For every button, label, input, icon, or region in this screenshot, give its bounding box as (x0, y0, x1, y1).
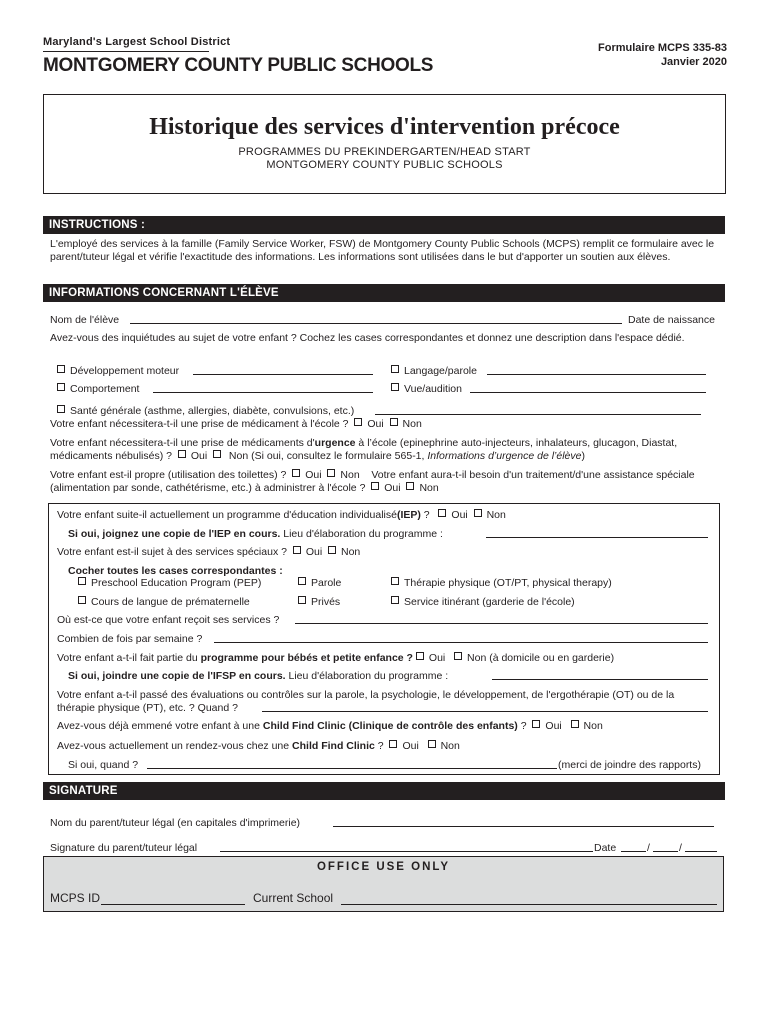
vision-field[interactable] (470, 392, 706, 393)
toilet-non-checkbox[interactable] (327, 469, 335, 477)
toilet-diet-question (50, 469, 720, 494)
behavior-label: Comportement (70, 383, 140, 395)
appt-oui-checkbox[interactable] (389, 740, 397, 748)
motor-field[interactable] (193, 374, 373, 375)
current-school-field[interactable] (341, 904, 717, 905)
appt-non-checkbox[interactable] (428, 740, 436, 748)
student-info-header: INFORMATIONS CONCERNANT L'ÉLÈVE (43, 284, 725, 302)
appt-oui-label: Oui (402, 740, 419, 752)
emergency-form-title: Informations d’urgence de l’élève (427, 449, 582, 462)
child-find-qmark: ? (517, 720, 527, 732)
service-private (298, 596, 340, 609)
diet-non-label: Non (419, 481, 439, 494)
therapy-checkbox[interactable] (391, 577, 399, 585)
form-number (598, 41, 727, 69)
infant-non-label: Non (à domicile ou en garderie) (467, 652, 615, 664)
behavior-checkbox[interactable] (57, 383, 65, 391)
iep-oui-label: Oui (451, 509, 468, 521)
concern-behavior (57, 383, 139, 396)
pep-checkbox[interactable] (78, 577, 86, 585)
diet-non-checkbox[interactable] (406, 482, 414, 490)
instructions-header: INSTRUCTIONS : (43, 216, 725, 234)
when-label: Si oui, quand ? (68, 759, 139, 771)
tagline-rule (43, 51, 209, 52)
guardian-signature-label: Signature du parent/tuteur légal (50, 842, 198, 854)
evaluation-question: Votre enfant a-t-il passé des évaluations ou contrôles sur la parole, la psychologie, le développement, de l'ergothérapie (OT) ou de la thérapie physique (PT), etc. ? Quand ? (57, 689, 675, 714)
mcps-id-field[interactable] (101, 904, 245, 905)
iep-text: Votre enfant suite-il actuellement un programme d'éducation individualisé (57, 509, 397, 521)
iep-non-checkbox[interactable] (474, 509, 482, 517)
med-non-checkbox[interactable] (390, 418, 398, 426)
date-slash-2: / (679, 842, 682, 854)
cf-non-checkbox[interactable] (571, 720, 579, 728)
concerns-question: Avez-vous des inquiétudes au sujet de votre enfant ? Cochez les cases correspondantes et donnez une description dans l'espace dédié. (50, 332, 685, 344)
concern-vision (391, 383, 462, 396)
motor-checkbox[interactable] (57, 365, 65, 373)
special-services-question (57, 546, 360, 559)
parole-label: Parole (311, 577, 342, 589)
health-field[interactable] (375, 414, 701, 415)
child-find-appointment-question (57, 740, 460, 753)
emergency-text-d: Non (Si oui, consultez le formulaire 565-1, (226, 449, 428, 462)
med-oui-checkbox[interactable] (354, 418, 362, 426)
iep-location-field[interactable] (486, 537, 708, 538)
current-school-label: Current School (253, 891, 334, 905)
urg-oui-checkbox[interactable] (178, 450, 186, 458)
speech-label: Langage/parole (404, 365, 477, 377)
frequency-field[interactable] (214, 642, 708, 643)
guardian-name-label: Nom du parent/tuteur légal (en capitales d'imprimerie) (50, 817, 301, 829)
iep-question (57, 509, 506, 522)
private-label: Privés (311, 596, 341, 608)
emergency-text-f: ) (581, 449, 585, 462)
toilet-oui-label: Oui (305, 469, 322, 481)
guardian-name-field[interactable] (333, 826, 714, 827)
behavior-field[interactable] (153, 392, 373, 393)
prek-label: Cours de langue de prématernelle (91, 596, 250, 608)
parole-checkbox[interactable] (298, 577, 306, 585)
form-subtitle-1: PROGRAMMES DU PREKINDERGARTEN/HEAD START (238, 146, 531, 158)
motor-label: Développement moteur (70, 365, 180, 377)
form-date: Janvier 2020 (660, 56, 727, 68)
signature-header: SIGNATURE (43, 782, 725, 800)
ifsp-bold: Si oui, joindre une copie de l'IFSP en cours. (68, 670, 286, 682)
date-month-field[interactable] (621, 851, 646, 852)
child-find-question (57, 720, 603, 733)
emergency-text-c: à l’école (epinephrine auto-injecteurs, inhalateurs, glucagon, Diastat, médicaments nébulisés) ? (50, 437, 678, 462)
service-therapy (391, 577, 612, 590)
instructions-text: L'employé des services à la famille (Family Service Worker, FSW) de Montgomery County Public Schools (MCPS) remplit ce formulaire avec le parent/tuteur légal et vérifie l'exactitude des informations. Les informations sont utilisées dans le but d'apporter un soutien aux élèves. (50, 238, 715, 263)
iep-qmark: ? (420, 509, 430, 521)
iep-abbrev: (IEP) (396, 509, 421, 521)
toilet-oui-checkbox[interactable] (292, 469, 300, 477)
form-title: Historique des services d'intervention précoce (149, 114, 620, 140)
iep-oui-checkbox[interactable] (438, 509, 446, 517)
concern-motor (57, 365, 179, 378)
medication-question (50, 418, 422, 431)
services-where-field[interactable] (295, 623, 708, 624)
emergency-med-question (50, 437, 718, 462)
appt-non-label: Non (440, 740, 460, 752)
iep-non-label: Non (486, 509, 506, 521)
speech-checkbox[interactable] (391, 365, 399, 373)
urg-oui-label: Oui (190, 449, 208, 462)
iep-copy-line (68, 528, 443, 541)
service-pep (78, 577, 261, 590)
dob-label: Date de naissance (628, 314, 715, 326)
cf-oui-checkbox[interactable] (532, 720, 540, 728)
organization-name: MONTGOMERY COUNTY PUBLIC SCHOOLS (43, 55, 434, 76)
infant-program-question (57, 652, 614, 665)
guardian-signature-field[interactable] (220, 851, 593, 852)
ifsp-location-field[interactable] (492, 679, 708, 680)
cf-oui-label: Oui (545, 720, 562, 732)
appointment-qmark: ? (374, 740, 384, 752)
evaluation-field[interactable] (262, 711, 708, 712)
emergency-word: urgence (314, 437, 356, 449)
special-oui-checkbox[interactable] (293, 546, 301, 554)
district-tagline: Maryland's Largest School District (43, 36, 231, 48)
speech-field[interactable] (487, 374, 706, 375)
health-label: Santé générale (asthme, allergies, diabète, convulsions, etc.) (70, 405, 355, 417)
prek-checkbox[interactable] (78, 596, 86, 604)
diet-text: Votre enfant aura-t-il besoin d'un traitement/d'une assistance spéciale (alimentation par sonde, cathétérisme, etc.) à administrer à l'école ? (50, 469, 695, 494)
health-checkbox[interactable] (57, 405, 65, 413)
itinerant-checkbox[interactable] (391, 596, 399, 604)
iep-location-label: Lieu d'élaboration du programme : (280, 528, 443, 540)
frequency-label: Combien de fois par semaine ? (57, 633, 203, 645)
ifsp-copy-line (68, 670, 448, 683)
mcps-id-label: MCPS ID (50, 891, 101, 905)
service-itinerant (391, 596, 575, 609)
med-non-label: Non (402, 418, 422, 430)
child-find-bold: Child Find Clinic (Clinique de contrôle des enfants) (262, 720, 518, 732)
infant-non-checkbox[interactable] (454, 652, 462, 660)
private-checkbox[interactable] (298, 596, 306, 604)
concern-speech (391, 365, 477, 378)
date-day-field[interactable] (653, 851, 678, 852)
emergency-text-a: Votre enfant nécessitera-t-il une prise de médicaments d' (50, 437, 315, 449)
infant-text: Votre enfant a-t-il fait partie du (57, 652, 201, 664)
date-slash-1: / (647, 842, 650, 854)
ifsp-location-label: Lieu d'élaboration du programme : (285, 670, 449, 682)
special-non-label: Non (341, 546, 361, 558)
reports-note: (merci de joindre des rapports) (558, 759, 701, 771)
child-find-text: Avez-vous déjà emmené votre enfant à une (57, 720, 263, 732)
when-field[interactable] (147, 768, 557, 769)
office-use-title: OFFICE USE ONLY (316, 861, 451, 873)
diet-oui-checkbox[interactable] (371, 482, 379, 490)
special-oui-label: Oui (305, 546, 323, 558)
iep-copy-bold: Si oui, joignez une copie de l'IEP en cours. (68, 528, 281, 540)
service-prek (78, 596, 250, 609)
date-year-field[interactable] (685, 851, 717, 852)
medication-text: Votre enfant nécessitera-t-il une prise de médicament à l'école ? (50, 418, 349, 430)
title-box (43, 94, 726, 194)
vision-label: Vue/audition (404, 383, 462, 395)
form-subtitle-2: MONTGOMERY COUNTY PUBLIC SCHOOLS (266, 159, 503, 171)
student-name-label: Nom de l'élève (50, 314, 120, 326)
infant-bold: programme pour bébés et petite enfance ? (200, 652, 413, 664)
form-number-text: Formulaire MCPS 335-83 (598, 42, 727, 54)
services-where-label: Où est-ce que votre enfant reçoit ses services ? (57, 614, 280, 626)
check-all-label: Cocher toutes les cases correspondantes : (68, 565, 283, 577)
infant-oui-label: Oui (428, 652, 446, 664)
special-text: Votre enfant est-il sujet à des services spéciaux ? (57, 546, 287, 558)
service-parole (298, 577, 341, 590)
med-oui-label: Oui (367, 418, 384, 430)
pep-label: Preschool Education Program (PEP) (91, 577, 262, 589)
vision-checkbox[interactable] (391, 383, 399, 391)
cf-non-label: Non (583, 720, 603, 732)
student-name-field[interactable] (130, 323, 622, 324)
special-non-checkbox[interactable] (328, 546, 336, 554)
therapy-label: Thérapie physique (OT/PT, physical therapy) (404, 577, 612, 589)
itinerant-label: Service itinérant (garderie de l'école) (404, 596, 575, 608)
infant-oui-checkbox[interactable] (416, 652, 424, 660)
appointment-text: Avez-vous actuellement un rendez-vous chez une (57, 740, 293, 752)
toilet-non-label: Non (340, 469, 360, 481)
concern-health (57, 405, 354, 418)
date-label: Date (594, 842, 617, 854)
diet-oui-label: Oui (384, 481, 401, 494)
toilet-text: Votre enfant est-il propre (utilisation des toilettes) ? (50, 469, 287, 481)
urg-non-checkbox[interactable] (213, 450, 221, 458)
appointment-bold: Child Find Clinic (292, 740, 375, 752)
